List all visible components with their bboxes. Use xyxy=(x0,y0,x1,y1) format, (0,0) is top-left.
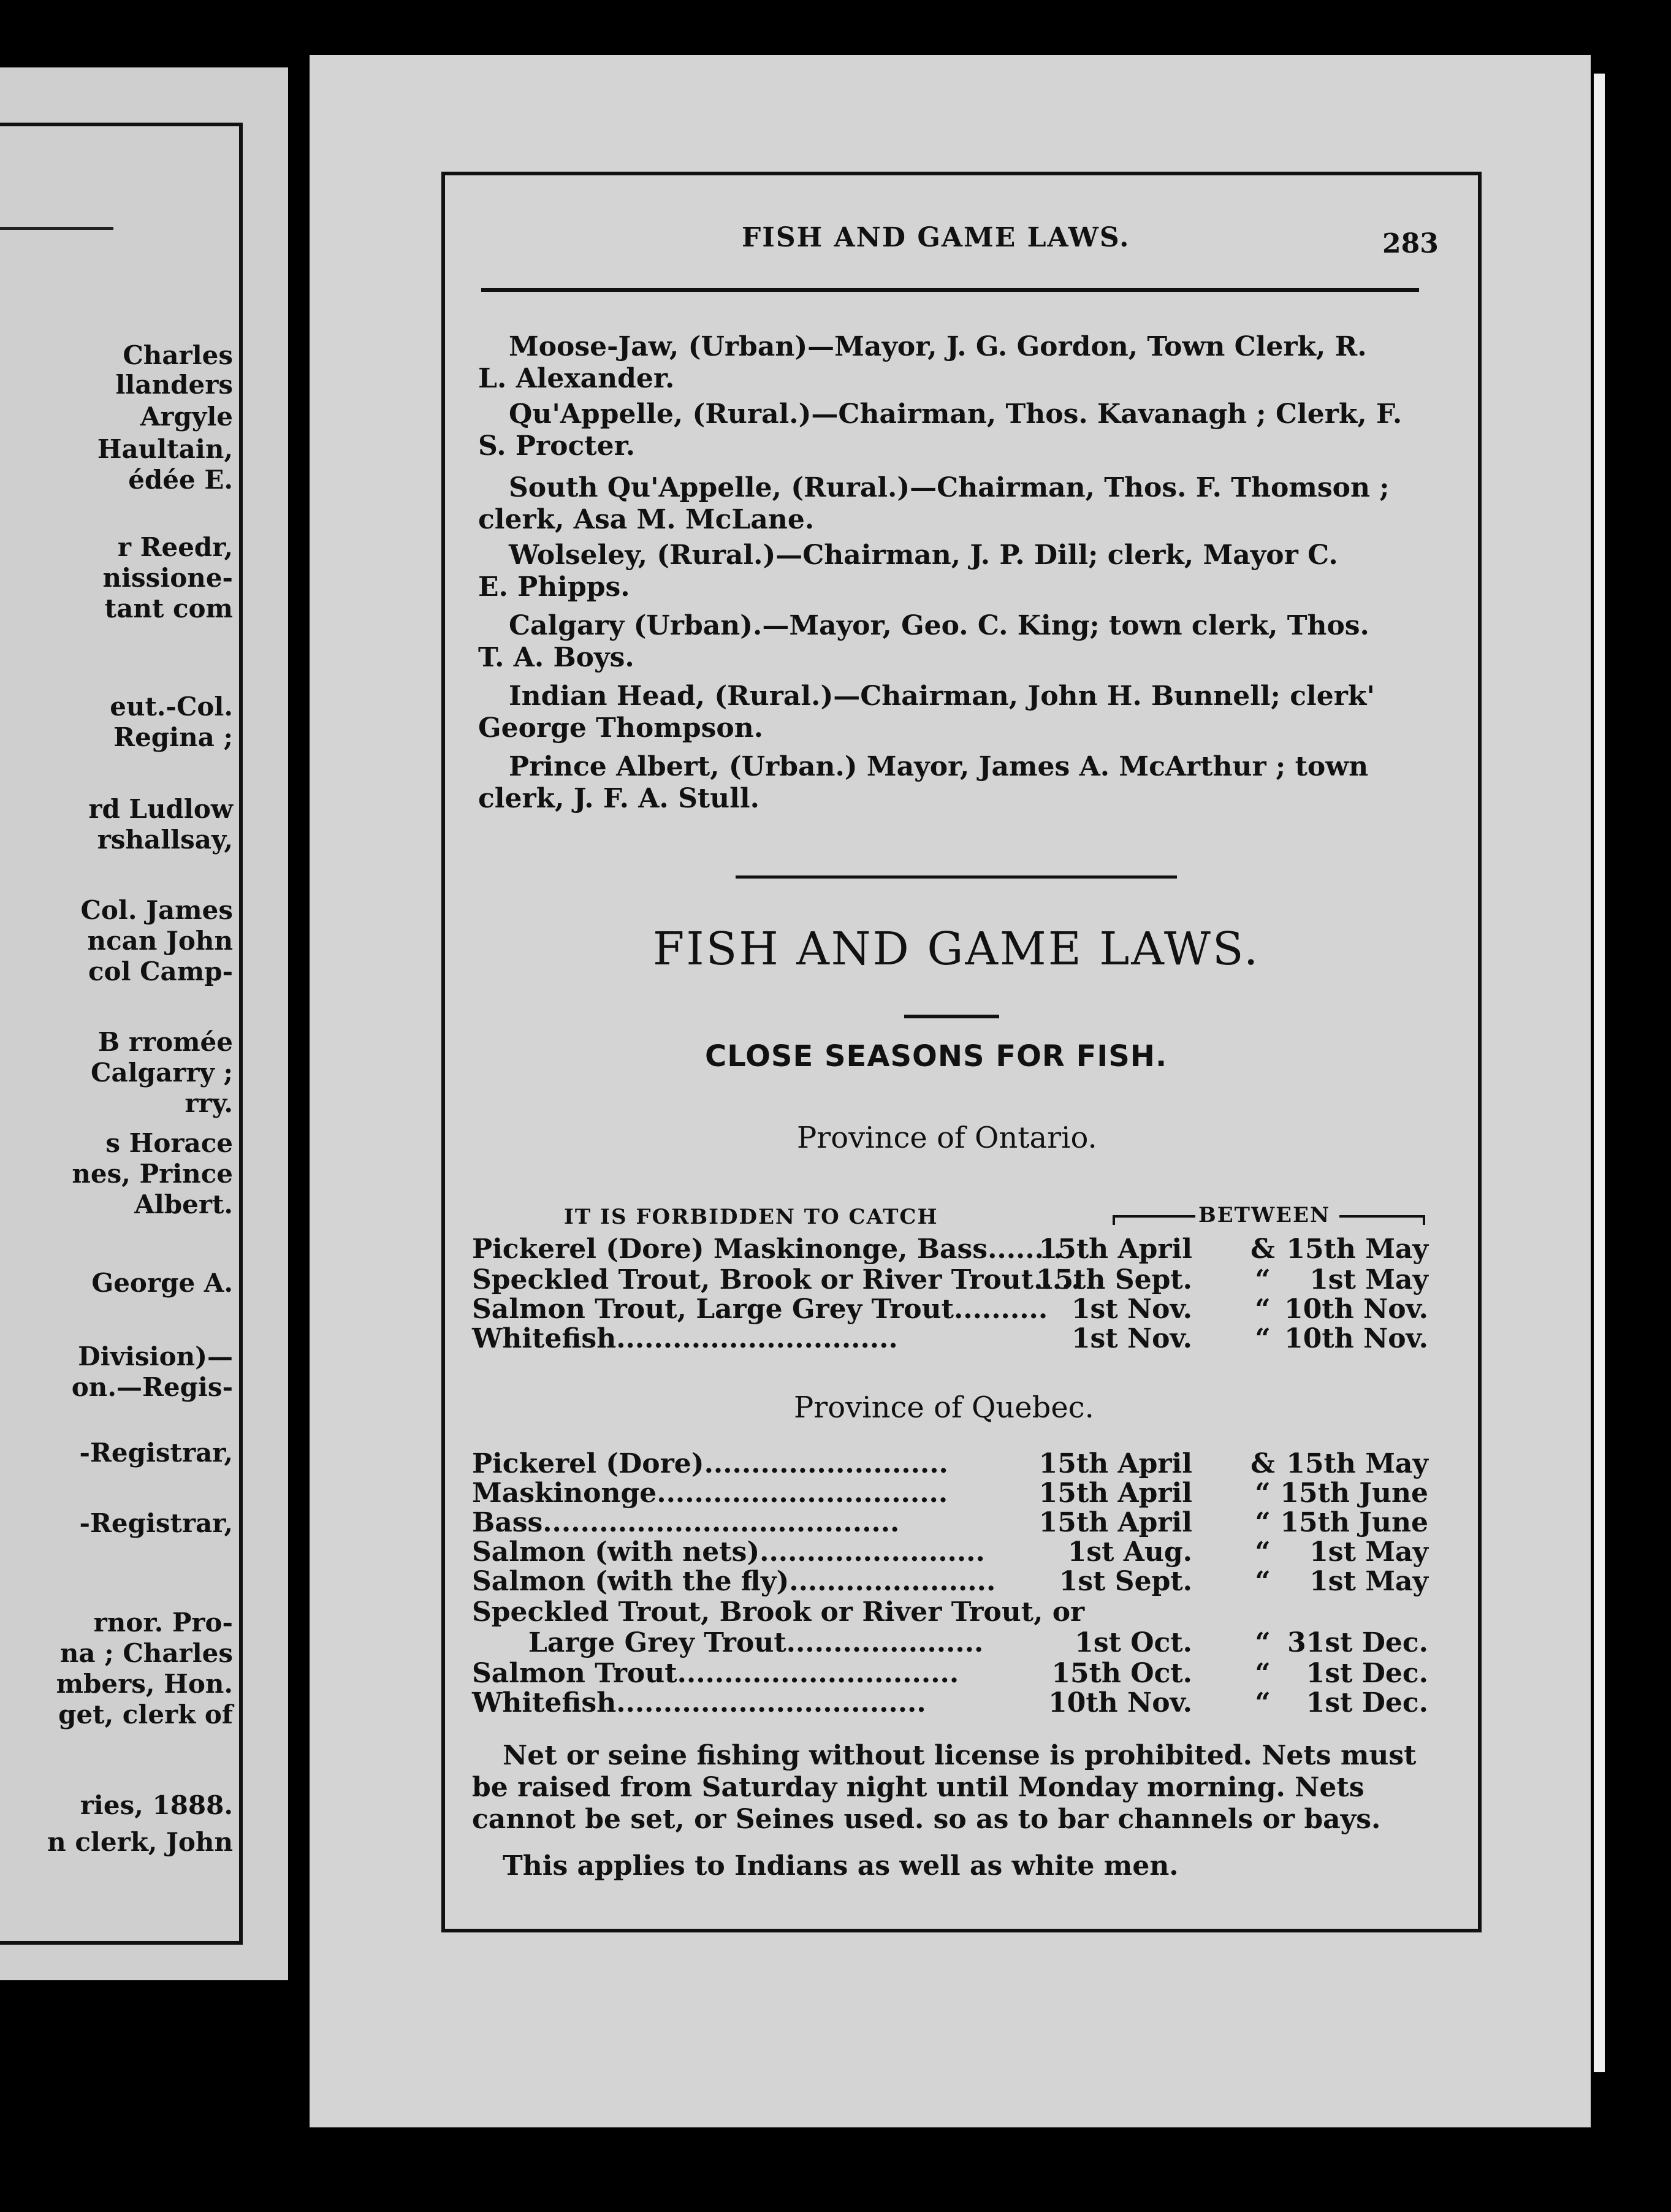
season-sep: & xyxy=(1250,1234,1275,1265)
season-from: 15th Sept. xyxy=(1035,1264,1192,1295)
season-to: 31st Dec. xyxy=(1287,1627,1428,1658)
season-from: 15th April xyxy=(1038,1234,1192,1265)
fish-name: Whitefish................................. xyxy=(472,1687,926,1718)
council-line: South Qu'Appelle, (Rural.)—Chairman, Thos. F. Thomson ; xyxy=(509,472,1390,503)
council-line: Prince Albert, (Urban.) Mayor, James A. McArthur ; town xyxy=(509,751,1369,782)
council-line: clerk, J. F. A. Stull. xyxy=(478,783,759,814)
fish-name: Salmon Trout.............................. xyxy=(472,1658,959,1689)
council-entry xyxy=(478,399,1428,462)
note-line: be raised from Saturday night until Monday morning. Nets xyxy=(472,1772,1365,1803)
fish-name: Salmon (with the fly)...................... xyxy=(472,1566,996,1597)
running-head: FISH AND GAME LAWS. xyxy=(742,222,1130,253)
fish-name: Salmon Trout, Large Grey Trout.......... xyxy=(472,1294,1048,1325)
left-line: rd Ludlow xyxy=(88,794,233,824)
column-header-between xyxy=(1113,1203,1425,1227)
title-underline xyxy=(904,1015,999,1018)
page-edge-strip xyxy=(1594,74,1605,2072)
season-from: 15th April xyxy=(1038,1448,1192,1479)
council-entry xyxy=(478,331,1428,395)
fish-name: Speckled Trout, Brook or River Trout, or xyxy=(472,1596,1085,1628)
season-sep: “ xyxy=(1255,1478,1271,1509)
season-sep: “ xyxy=(1255,1658,1271,1689)
quebec-row xyxy=(472,1627,1428,1657)
season-sep: “ xyxy=(1255,1536,1271,1568)
fish-name: Whitefish.............................. xyxy=(472,1323,898,1354)
council-entry xyxy=(478,610,1428,674)
council-entry xyxy=(478,751,1428,815)
fish-name: Salmon (with nets)........................ xyxy=(472,1536,985,1568)
season-from: 1st Aug. xyxy=(1067,1536,1192,1568)
left-line: rshallsay, xyxy=(97,825,233,855)
fish-name: Pickerel (Dore).......................... xyxy=(472,1448,948,1479)
season-from: 1st Nov. xyxy=(1071,1323,1192,1354)
season-sep: “ xyxy=(1255,1566,1271,1597)
quebec-row xyxy=(472,1478,1428,1507)
left-line: B rromée xyxy=(97,1027,233,1057)
quebec-row xyxy=(472,1536,1428,1566)
season-from: 15th April xyxy=(1038,1478,1192,1509)
council-line: Indian Head, (Rural.)—Chairman, John H. Bunnell; clerk' xyxy=(509,681,1375,712)
season-to: 15th May xyxy=(1286,1448,1428,1479)
left-line: r Reedr, xyxy=(117,532,233,562)
fish-name: Speckled Trout, Brook or River Trout..... xyxy=(472,1264,1081,1295)
note-line: This applies to Indians as well as white men. xyxy=(503,1850,1179,1882)
season-to: 10th Nov. xyxy=(1284,1294,1428,1325)
season-from: 15th April xyxy=(1038,1507,1192,1538)
council-line: Qu'Appelle, (Rural.)—Chairman, Thos. Kavanagh ; Clerk, F. xyxy=(509,399,1403,430)
season-from: 15th Oct. xyxy=(1051,1658,1192,1689)
season-to: 15th June xyxy=(1280,1507,1428,1538)
quebec-row xyxy=(472,1687,1428,1717)
left-line: on.—Regis- xyxy=(71,1372,233,1402)
note-line: cannot be set, or Seines used. so as to bar channels or bays. xyxy=(472,1804,1381,1835)
season-from: 1st Oct. xyxy=(1075,1627,1192,1658)
season-from: 1st Sept. xyxy=(1059,1566,1192,1597)
header-rule xyxy=(481,288,1419,292)
ontario-row xyxy=(472,1323,1428,1352)
council-line: George Thompson. xyxy=(478,712,764,744)
left-line: n clerk, John xyxy=(47,1827,233,1857)
fish-name: Bass...................................... xyxy=(472,1507,900,1538)
ontario-row xyxy=(472,1234,1428,1263)
season-to: 1st May xyxy=(1309,1566,1428,1597)
left-line: édée E. xyxy=(128,465,233,495)
bracket-left xyxy=(1113,1215,1195,1218)
quebec-row xyxy=(472,1566,1428,1595)
season-sep: & xyxy=(1250,1448,1275,1479)
season-to: 15th May xyxy=(1286,1234,1428,1265)
quebec-row xyxy=(472,1507,1428,1536)
season-to: 15th June xyxy=(1280,1478,1428,1509)
season-to: 1st Dec. xyxy=(1306,1658,1428,1689)
column-header-catch: IT IS FORBIDDEN TO CATCH xyxy=(564,1205,938,1229)
left-line: -Registrar, xyxy=(79,1438,233,1468)
quebec-heading: Province of Quebec. xyxy=(794,1390,1094,1425)
left-line: s Horace xyxy=(105,1128,233,1158)
quebec-row xyxy=(472,1658,1428,1687)
left-line: get, clerk of xyxy=(58,1699,233,1730)
ontario-row xyxy=(472,1264,1428,1294)
left-line: Calgarry ; xyxy=(91,1058,233,1088)
section-title: FISH AND GAME LAWS. xyxy=(653,923,1260,975)
season-to: 1st May xyxy=(1309,1536,1428,1568)
left-line: ncan John xyxy=(87,926,233,956)
left-line: mbers, Hon. xyxy=(56,1669,233,1699)
council-entry xyxy=(478,540,1428,603)
season-to: 1st May xyxy=(1309,1264,1428,1295)
quebec-row xyxy=(472,1596,1428,1626)
left-line: tant com xyxy=(104,593,233,624)
left-line: Charles xyxy=(123,340,233,370)
season-sep: “ xyxy=(1255,1687,1271,1718)
left-line: col Camp- xyxy=(88,956,233,986)
left-line: Haultain, xyxy=(97,434,233,464)
page-number: 283 xyxy=(1382,228,1439,259)
bracket-right-tick xyxy=(1423,1215,1425,1225)
bracket-right xyxy=(1339,1215,1425,1218)
season-to: 1st Dec. xyxy=(1306,1687,1428,1718)
section-divider xyxy=(736,875,1177,879)
left-line: -Registrar, xyxy=(79,1508,233,1538)
fish-name: Large Grey Trout..................... xyxy=(472,1627,984,1658)
council-entry xyxy=(478,472,1428,536)
left-line: rry. xyxy=(185,1088,233,1118)
season-sep: “ xyxy=(1255,1264,1271,1295)
left-line: llanders xyxy=(115,370,233,400)
between-label: BETWEEN xyxy=(1198,1203,1331,1227)
license-note xyxy=(472,1740,1428,1836)
left-page-rule xyxy=(0,227,113,230)
council-line: T. A. Boys. xyxy=(478,642,634,673)
left-line: ries, 1888. xyxy=(80,1790,233,1820)
left-line: rnor. Pro- xyxy=(93,1608,233,1638)
season-to: 10th Nov. xyxy=(1284,1323,1428,1354)
council-line: Moose-Jaw, (Urban)—Mayor, J. G. Gordon, Town Clerk, R. xyxy=(509,331,1367,362)
council-line: Wolseley, (Rural.)—Chairman, J. P. Dill; clerk, Mayor C. xyxy=(509,540,1338,571)
fish-name: Pickerel (Dore) Maskinonge, Bass........ xyxy=(472,1234,1063,1265)
season-from: 1st Nov. xyxy=(1071,1294,1192,1325)
council-entry xyxy=(478,681,1428,744)
council-line: E. Phipps. xyxy=(478,571,630,603)
left-line: nes, Prince xyxy=(72,1159,233,1189)
fish-name: Maskinonge............................... xyxy=(472,1478,948,1509)
council-line: Calgary (Urban).—Mayor, Geo. C. King; town clerk, Thos. xyxy=(509,610,1369,641)
council-line: S. Procter. xyxy=(478,430,636,462)
season-from: 10th Nov. xyxy=(1048,1687,1192,1718)
left-line: Col. James xyxy=(80,895,233,925)
left-line: Division)— xyxy=(78,1341,233,1371)
season-sep: “ xyxy=(1255,1627,1271,1658)
ontario-heading: Province of Ontario. xyxy=(797,1121,1097,1155)
left-line: na ; Charles xyxy=(59,1638,233,1668)
note-line: Net or seine fishing without license is prohibited. Nets must xyxy=(503,1740,1417,1771)
indians-note xyxy=(472,1850,1428,1882)
bracket-left-tick xyxy=(1113,1215,1115,1225)
quebec-row xyxy=(472,1448,1428,1478)
left-line: George A. xyxy=(91,1268,233,1298)
left-line: Albert. xyxy=(134,1189,233,1219)
season-sep: “ xyxy=(1255,1507,1271,1538)
council-line: L. Alexander. xyxy=(478,363,675,394)
season-sep: “ xyxy=(1255,1323,1271,1354)
left-line: Regina ; xyxy=(113,722,233,752)
ontario-row xyxy=(472,1294,1428,1323)
left-line: eut.-Col. xyxy=(110,692,233,722)
section-subtitle: CLOSE SEASONS FOR FISH. xyxy=(705,1039,1168,1074)
left-line: nissione- xyxy=(102,563,233,593)
season-sep: “ xyxy=(1255,1294,1271,1325)
left-line: Argyle xyxy=(140,402,233,432)
council-line: clerk, Asa M. McLane. xyxy=(478,504,815,535)
